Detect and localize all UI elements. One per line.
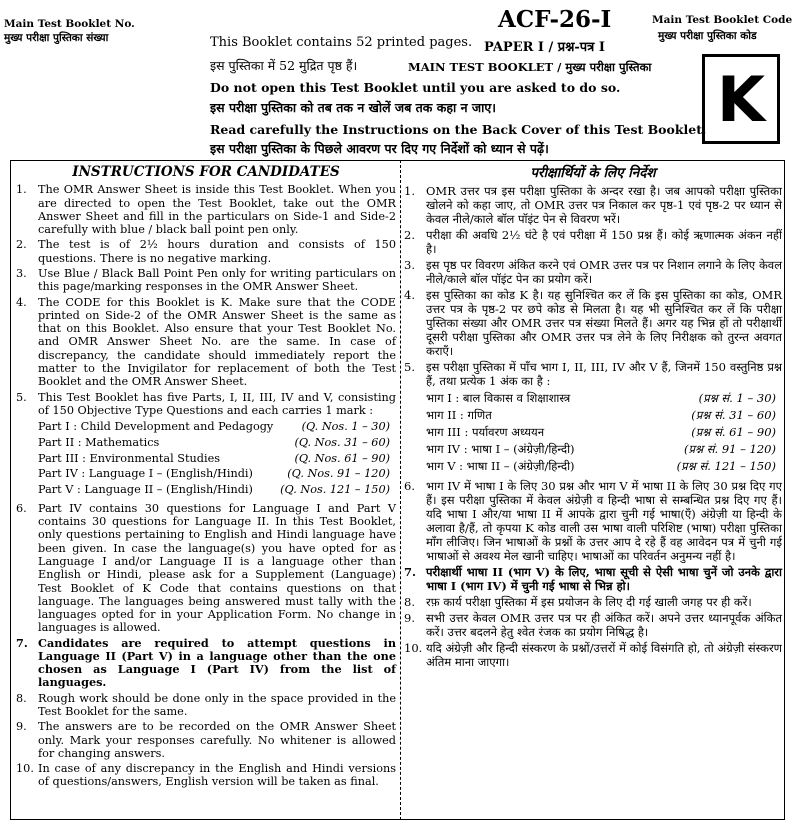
part-name: भाग I : बाल विकास व शिक्षाशास्त्र <box>426 391 571 405</box>
part-questions: (Q. Nos. 121 – 150) <box>280 483 390 497</box>
item-text: भाग IV में भाषा I के लिए 30 प्रश्न और भाग V में भाषा II के लिए 30 प्रश्न दिए गए हैं। इस परीक्षा पुस्तिका में केवल अंग्रेज़ी व हिन्दी भाषा से सम्बन्धित प्रश्न दिए गए हैं। यदि भाषा I और/या भाषा II में आपके द्वारा चुनी गई भाषा(एँ) अंग्रेज़ी या हिन्दी के अलावा है/हैं, तो कृपया K कोड वाली उस भाषा वाली परिशिष्ट (भाषा) परीक्षा पुस्तिका माँग लीजिए। जिन भाषाओं के प्रश्नों के उत्तर आप दे रहे हैं वह आवेदन पत्र में चुनी गई भाषाओं से अवश्य मेल खानी चाहिए। भाषाओं का परिवर्तन अनुमन्य नहीं है। <box>426 479 782 563</box>
part-questions: (प्रश्न सं. 91 – 120) <box>683 442 776 456</box>
parts-list <box>38 419 396 498</box>
item-text: रफ़ कार्य परीक्षा पुस्तिका में इस प्रयोजन के लिए दी गई खाली जगह पर ही करें। <box>426 595 752 609</box>
read-instructions-text: Read carefully the Instructions on the Back Cover of this Test Booklet. <box>210 122 707 137</box>
item-text: This Test Booklet has five Parts, I, II, III, IV and V, consisting of 150 Objective Type Questions and each carries 1 mark : <box>38 390 396 417</box>
item-text: इस पुस्तिका का कोड K है। यह सुनिश्चित कर लें कि इस पुस्तिका का कोड, OMR उत्तर पत्र के पृष्ठ-2 पर छपे कोड से मिलता है। यह भी सुनिश्चित कर लें कि परीक्षा पुस्तिका संख्या और OMR उत्तर पत्र संख्या मिलते हैं। अगर यह भिन्न हों तो परीक्षार्थी दूसरी परीक्षा पुस्तिका और OMR उत्तर पत्र लेने के लिए निरीक्षक को तुरन्त अवगत कराएँ। <box>426 288 782 358</box>
item-number: 4. <box>404 288 415 302</box>
part-name: Part II : Mathematics <box>38 435 160 449</box>
part-name: भाग III : पर्यावरण अध्ययन <box>426 425 545 439</box>
part-name: Part I : Child Development and Pedagogy <box>38 420 274 434</box>
pages-count-text-hindi: इस पुस्तिका में 52 मुद्रित पृष्ठ हैं। <box>210 58 358 73</box>
part-questions: (प्रश्न सं. 61 – 90) <box>691 425 776 439</box>
part-name: भाग IV : भाषा I – (अंग्रेज़ी/हिन्दी) <box>426 442 575 456</box>
column-divider <box>400 160 401 820</box>
item-number: 2. <box>404 228 415 242</box>
instruction-item <box>16 391 396 418</box>
item-text: यदि अंग्रेज़ी और हिन्दी संस्करण के प्रश्नों/उत्तरों में कोई विसंगति हो, तो अंग्रेज़ी संस्करण अंतिम माना जाएगा। <box>426 641 782 669</box>
part-row <box>426 441 782 458</box>
instruction-item-hindi <box>404 565 782 593</box>
item-number: 7. <box>404 565 417 579</box>
main-booklet-no-label: Main Test Booklet No. <box>4 18 135 30</box>
part-row <box>426 390 782 407</box>
instruction-item-hindi <box>404 611 782 639</box>
item-number: 4. <box>16 295 27 309</box>
item-text: Part IV contains 30 questions for Language I and Part V contains 30 questions for Language II. In this Test Booklet, only questions pertaining to English and Hindi language have been given. In case the language(s) you have opted for as Language I and/or Language II is a language other than English or Hindi, please ask for a Supplement (Language) Test Booklet of K Code that contains questions on that language. The languages being answered must tally with the languages opted for in your Application Form. No change in languages is allowed. <box>38 501 396 635</box>
item-number: 8. <box>404 595 415 609</box>
part-questions: (प्रश्न सं. 31 – 60) <box>691 408 776 422</box>
hindi-instructions-title: परीक्षार्थियों के लिए निर्देश <box>530 165 656 181</box>
item-number: 8. <box>16 691 27 705</box>
item-number: 3. <box>404 258 415 272</box>
part-name: भाग V : भाषा II – (अंग्रेज़ी/हिन्दी) <box>426 459 575 473</box>
read-instructions-text-hindi: इस परीक्षा पुस्तिका के पिछले आवरण पर दिए गए निर्देशों को ध्यान से पढ़ें। <box>210 141 549 156</box>
item-text: The test is of 2½ hours duration and consists of 150 questions. There is no negative marking. <box>38 238 396 265</box>
part-questions: (Q. Nos. 91 – 120) <box>287 467 390 481</box>
item-text: इस परीक्षा पुस्तिका में पाँच भाग I, II, III, IV और V हैं, जिनमें 150 वस्तुनिष्ठ प्रश्न हैं, तथा प्रत्येक 1 अंक का है : <box>426 360 782 388</box>
part-row <box>38 482 396 498</box>
part-row <box>38 435 396 451</box>
item-number: 1. <box>404 184 415 198</box>
item-text: The answers are to be recorded on the OMR Answer Sheet only. Mark your responses carefully. No whitener is allowed for changing answers. <box>38 720 396 760</box>
parts-list-hindi <box>426 390 782 475</box>
main-booklet-no-label-hindi: मुख्य परीक्षा पुस्तिका संख्या <box>4 32 109 44</box>
item-text: परीक्षार्थी भाषा II (भाग V) के लिए, भाषा सूची से ऐसी भाषा चुनें जो उनके द्वारा भाषा I (भाग IV) में चुनी गई भाषा से भिन्न हो। <box>426 565 782 593</box>
item-number: 10. <box>404 641 423 655</box>
booklet-code-label-hindi: मुख्य परीक्षा पुस्तिका कोड <box>658 30 757 42</box>
part-name: Part III : Environmental Studies <box>38 451 221 465</box>
instruction-item-hindi <box>404 228 782 256</box>
part-row <box>426 407 782 424</box>
instruction-item <box>16 296 396 389</box>
part-name: भाग II : गणित <box>426 408 492 422</box>
instruction-item <box>16 183 396 236</box>
instruction-item-hindi <box>404 595 782 609</box>
item-text: परीक्षा की अवधि 2½ घंटे है एवं परीक्षा में 150 प्रश्न हैं। कोई ऋणात्मक अंकन नहीं है। <box>426 228 782 256</box>
item-text: The CODE for this Booklet is K. Make sure that the CODE printed on Side-2 of the OMR Answer Sheet is the same as that on this Booklet. Also ensure that your Test Booklet No. and OMR Answer Sheet No. are the same. In case of discrepancy, the candidate should immediately report the matter to the Invigilator for replacement of both the Test Booklet and the OMR Answer Sheet. <box>38 295 396 389</box>
booklet-code-label: Main Test Booklet Code <box>652 14 793 26</box>
booklet-code-box: K <box>702 54 780 144</box>
item-text: Candidates are required to attempt questions in Language II (Part V) in a language other than the one chosen as Language I (Part IV) from the list of languages. <box>38 635 396 690</box>
part-questions: (Q. Nos. 1 – 30) <box>301 420 390 434</box>
part-row <box>38 419 396 435</box>
paper-label: PAPER I / प्रश्न-पत्र I <box>484 40 605 55</box>
item-number: 1. <box>16 183 27 197</box>
part-name: Part V : Language II – (English/Hindi) <box>38 483 253 497</box>
item-text: इस पृष्ठ पर विवरण अंकित करने एवं OMR उत्तर पत्र पर निशान लगाने के लिए केवल नीले/काले बॉल पॉइंट पेन का प्रयोग करें। <box>426 258 782 286</box>
instruction-item-hindi <box>404 258 782 286</box>
english-instructions <box>16 166 396 791</box>
item-number: 6. <box>16 501 27 515</box>
item-text: सभी उत्तर केवल OMR उत्तर पत्र पर ही अंकित करें। अपने उत्तर ध्यानपूर्वक अंकित करें। उत्तर बदलने हेतु श्वेत रंजक का प्रयोग निषिद्ध है। <box>426 611 782 639</box>
part-questions: (प्रश्न सं. 121 – 150) <box>676 459 776 473</box>
part-row <box>426 458 782 475</box>
item-number: 6. <box>404 479 415 493</box>
part-questions: (Q. Nos. 31 – 60) <box>294 435 390 449</box>
item-number: 5. <box>404 360 415 374</box>
item-number: 7. <box>16 635 28 650</box>
instruction-item-hindi <box>404 641 782 669</box>
part-questions: (Q. Nos. 61 – 90) <box>294 451 390 465</box>
item-text: Rough work should be done only in the space provided in the Test Booklet for the same. <box>38 691 396 719</box>
part-questions: (प्रश्न सं. 1 – 30) <box>698 391 776 405</box>
hindi-instructions <box>404 166 782 671</box>
instruction-item <box>16 720 396 760</box>
item-number: 3. <box>16 266 27 280</box>
item-text: In case of any discrepancy in the English and Hindi versions of questions/answers, English version will be taken as final. <box>38 762 396 789</box>
item-text: OMR उत्तर पत्र इस परीक्षा पुस्तिका के अन्दर रखा है। जब आपको परीक्षा पुस्तिका खोलने को कहा जाए, तो OMR उत्तर पत्र निकाल कर पृष्ठ-1 एवं पृष्ठ-2 पर ध्यान से केवल नीले/काले बॉल पॉइंट पेन से विवरण भरें। <box>426 184 782 226</box>
do-not-open-text: Do not open this Test Booklet until you are asked to do so. <box>210 80 621 95</box>
item-number: 10. <box>16 762 34 776</box>
item-number: 5. <box>16 390 27 404</box>
part-row <box>38 451 396 467</box>
instruction-item-hindi <box>404 288 782 358</box>
pages-count-text: This Booklet contains 52 printed pages. <box>210 35 473 50</box>
part-name: Part IV : Language I – (English/Hindi) <box>38 467 253 481</box>
item-text: The OMR Answer Sheet is inside this Test Booklet. When you are directed to open the Test Booklet, take out the OMR Answer Sheet and fill in the particulars on Side-1 and Side-2 carefully with blue / black ball point pen only. <box>38 183 396 237</box>
part-row <box>38 466 396 482</box>
do-not-open-text-hindi: इस परीक्षा पुस्तिका को तब तक न खोलें जब तक कहा न जाए। <box>210 100 497 115</box>
instruction-item <box>16 267 396 294</box>
instruction-item-hindi <box>404 184 782 226</box>
item-text: Use Blue / Black Ball Point Pen only for writing particulars on this page/marking responses in the OMR Answer Sheet. <box>38 266 396 294</box>
part-row <box>426 424 782 441</box>
booklet-code-title: ACF-26-I <box>498 6 612 33</box>
instruction-item <box>16 238 396 265</box>
instruction-item <box>16 502 396 635</box>
instruction-item <box>16 692 396 719</box>
instruction-item-hindi <box>404 360 782 388</box>
instruction-item <box>16 762 396 789</box>
instruction-item <box>16 637 396 690</box>
instruction-item-hindi <box>404 479 782 563</box>
english-instructions-title: INSTRUCTIONS FOR CANDIDATES <box>72 164 340 180</box>
booklet-type-label: MAIN TEST BOOKLET / मुख्य परीक्षा पुस्तिका <box>408 60 652 74</box>
item-number: 9. <box>404 611 415 625</box>
item-number: 9. <box>16 720 27 734</box>
item-number: 2. <box>16 238 27 252</box>
